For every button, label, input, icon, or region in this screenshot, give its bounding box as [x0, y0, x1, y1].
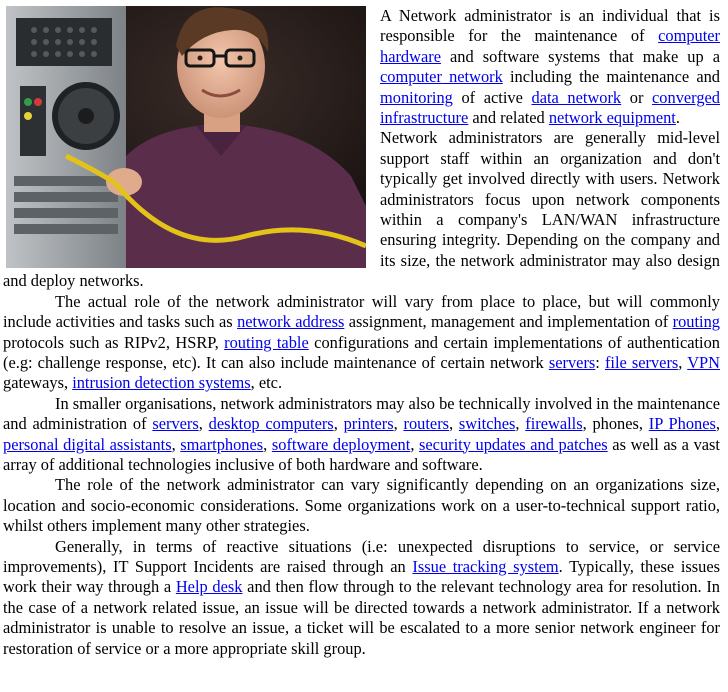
- link-routing-table[interactable]: routing table: [224, 332, 309, 352]
- text-segment: .: [675, 108, 680, 128]
- link-data-network[interactable]: data network: [531, 87, 622, 107]
- text-segment: Generally, in terms of reactive situations (i.e: unexpected disruptions to service, or service improvements), IT Support Incidents are raised through an: [3, 536, 720, 576]
- text-segment: . Typically, these issues work their way through a: [3, 556, 720, 597]
- link-vpn[interactable]: VPN: [687, 352, 720, 372]
- text-segment: In smaller organisations, network administrators may also be technically involved in the maintenance and administration of: [3, 393, 720, 434]
- link-ip-phones[interactable]: IP Phones: [648, 414, 716, 434]
- text-segment: ,: [198, 414, 209, 434]
- text-segment: A Network administrator is an individual that is responsible for the maintenance of: [380, 6, 720, 46]
- link-firewalls[interactable]: firewalls: [525, 414, 583, 434]
- text-segment: or: [621, 87, 653, 107]
- link-issue-tracking-system[interactable]: Issue tracking system: [412, 556, 559, 576]
- link-printers[interactable]: printers: [343, 414, 394, 434]
- link-computer-hardware[interactable]: computer hardware: [380, 26, 720, 66]
- link-routers[interactable]: routers: [403, 414, 450, 434]
- text-segment: The actual role of the network administrator will vary from place to place, but will commonly include activities and tasks such as: [3, 291, 720, 332]
- text-segment: :: [595, 352, 605, 372]
- text-segment: ,: [678, 352, 688, 372]
- paragraph-6: [3, 537, 720, 659]
- link-monitoring[interactable]: monitoring: [380, 87, 453, 107]
- text-segment: ,: [171, 434, 181, 454]
- text-segment: , etc.: [250, 373, 283, 393]
- text-segment: ,: [410, 434, 420, 454]
- link-servers[interactable]: servers: [548, 352, 596, 372]
- text-segment: and then flow through to the relevant technology area for resolution. In the case of a network related issue, an issue will be directed towards a network administrator. If a network administrator is unable to resolve an issue, a ticket will be escalated to a more senior network engineer for restoration of service or a more appropriate skill group.: [3, 577, 720, 658]
- link-help-desk[interactable]: Help desk: [175, 577, 243, 597]
- paragraph-3: [3, 292, 720, 394]
- text-segment: ,: [515, 414, 526, 434]
- link-converged-infrastructure[interactable]: converged infrastructure: [380, 87, 720, 128]
- text-segment: of active: [452, 87, 532, 107]
- link-security-updates-and-patches[interactable]: security updates and patches: [419, 434, 608, 454]
- link-switches[interactable]: switches: [458, 414, 516, 434]
- link-servers-2[interactable]: servers: [152, 414, 199, 434]
- text-segment: assignment, management and implementation of: [344, 312, 673, 332]
- link-routing[interactable]: routing: [672, 312, 720, 332]
- network-admin-photo: [6, 6, 366, 268]
- text-segment: and software systems that make up a: [440, 46, 720, 66]
- link-personal-digital-assistants[interactable]: personal digital assistants: [3, 434, 172, 454]
- text-segment: ,: [449, 414, 459, 434]
- paragraph-5: The role of the network administrator can vary significantly depending on an organizations size, location and socio-economic considerations. Some organizations work on a user-to-technical support ratio, whilst others implement many other strategies.: [3, 475, 720, 536]
- link-computer-network[interactable]: computer network: [380, 67, 503, 87]
- link-smartphones[interactable]: smartphones: [180, 434, 264, 454]
- link-network-address[interactable]: network address: [237, 312, 345, 332]
- text-segment: gateways,: [3, 373, 73, 393]
- link-network-equipment[interactable]: network equipment: [548, 108, 676, 128]
- text-segment: configurations and certain implementations of authentication (e.g: challenge response, etc). It can also include maintenance of certain network: [3, 332, 720, 372]
- text-segment: , phones,: [582, 414, 649, 434]
- link-software-deployment[interactable]: software deployment: [271, 434, 411, 454]
- photo-illustration: [6, 6, 366, 268]
- link-desktop-computers[interactable]: desktop computers: [208, 414, 334, 434]
- text-segment: ,: [333, 414, 344, 434]
- text-segment: ,: [263, 434, 272, 454]
- text-segment: as well as a vast array of additional technologies inclusive of both hardware and software.: [3, 434, 720, 474]
- link-intrusion-detection-systems[interactable]: intrusion detection systems: [72, 373, 251, 393]
- text-segment: ,: [393, 414, 404, 434]
- link-file-servers[interactable]: file servers: [604, 352, 679, 372]
- paragraph-4: [3, 394, 720, 476]
- paragraph-2: Network administrators are generally mid-level support staff within an organization and don't typically get involved directly with users. Network administrators focus upon network components within a company's LAN/WAN infrastructure ensuring integrity. Depending on the company and its size, the network administrator may also design and deploy networks.: [3, 128, 720, 291]
- text-segment: ,: [715, 414, 720, 434]
- text-segment: including the maintenance and: [502, 67, 720, 87]
- text-segment: protocols such as RIPv2, HSRP,: [3, 332, 225, 352]
- text-segment: and related: [468, 108, 549, 128]
